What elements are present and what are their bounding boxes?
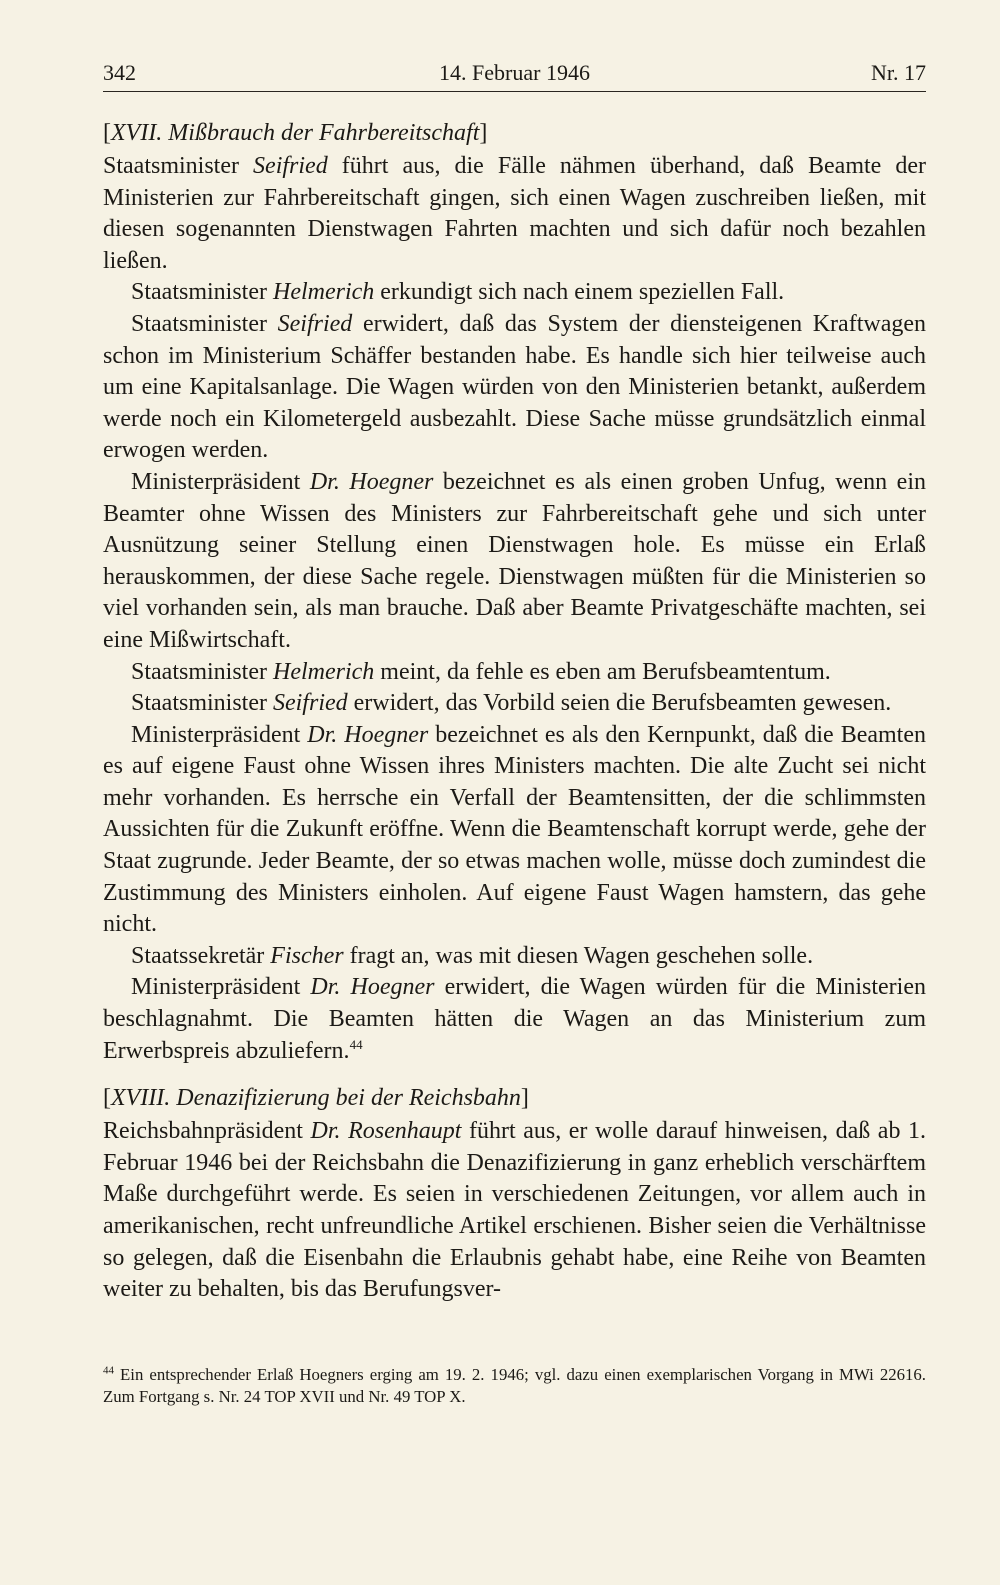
paragraph-text: erkundigt sich nach einem speziellen Fall. bbox=[374, 279, 785, 306]
speaker-name: Dr. Hoegner bbox=[307, 721, 429, 748]
footnote-text: Ein entsprechender Erlaß Hoegners erging am 19. 2. 1946; vgl. dazu einen exemplarischen Vorgang in MWi 22616. Zum Fortgang s. Nr. 24 TOP XVII und Nr. 49 TOP X. bbox=[103, 1365, 926, 1406]
paragraph bbox=[103, 972, 926, 1067]
paragraph bbox=[103, 1116, 926, 1306]
paragraph bbox=[103, 657, 926, 689]
footnote-number: 44 bbox=[103, 1364, 114, 1377]
speaker-name: Dr. Rosenhaupt bbox=[310, 1118, 462, 1145]
paragraph-text: meint, da fehle es eben am Berufsbeamtentum. bbox=[374, 658, 831, 685]
speaker-title: Reichsbahnpräsident bbox=[103, 1118, 311, 1145]
speaker-title: Ministerpräsident bbox=[131, 974, 311, 1001]
page-number: 342 bbox=[103, 60, 136, 85]
section-heading-17: [XVII. Mißbrauch der Fahrbereitschaft] bbox=[103, 120, 488, 146]
paragraph bbox=[103, 277, 926, 309]
paragraph-text: führt aus, die Fälle nähmen überhand, daß Beamte der Ministerien zur Fahrbereitschaft gingen, sich einen Wagen zuschreiben ließen, mit diesen sogenannten Dienstwagen Fahrten machten und sich dafür noch bezahlen ließen. bbox=[103, 153, 927, 274]
speaker-title: Staatsminister bbox=[131, 658, 273, 685]
speaker-title: Ministerpräsident bbox=[131, 468, 310, 495]
speaker-name: Dr. Hoegner bbox=[309, 468, 434, 495]
header-rule bbox=[103, 91, 926, 92]
speaker-title: Staatsminister bbox=[131, 310, 278, 337]
paragraph-text: erwidert, das Vorbild seien die Berufsbeamten gewesen. bbox=[347, 690, 892, 717]
paragraph-text: erwidert, die Wagen würden für die Ministerien beschlagnahmt. Die Beamten hätten die Wagen an das Ministerium zum Erwerbspreis abzuliefern. bbox=[103, 974, 926, 1064]
paragraph-text: fragt an, was mit diesen Wagen geschehen solle. bbox=[343, 942, 814, 969]
speaker-name: Seifried bbox=[253, 153, 328, 179]
paragraph-text: bezeichnet es als den Kernpunkt, daß die Beamten es auf eigene Faust ohne Wissen ihres Ministers machten. Die alte Zucht sei nicht mehr vorhanden. Es herrsche ein Verfall der Beamtensitten, der die schlimmsten Aussichten für die Zukunft eröffne. Wenn die Beamtenschaft korrupt werde, gehe der Staat zugrunde. Jeder Beamte, der so etwas machen wolle, müsse doch zumindest die Zustimmung des Ministers einholen. Auf eigene Faust Wagen hamstern, das gehe nicht. bbox=[103, 721, 926, 938]
paragraph-text: erwidert, daß das System der diensteigenen Kraftwagen schon im Ministerium Schäffer bestanden habe. Es handle sich hier teilweise auch um eine Kapitalsanlage. Die Wagen würden von den Ministerien betankt, außerdem werde noch ein Kilometergeld ausbezahlt. Diese Sache müsse grundsätzlich einmal erwogen werden. bbox=[103, 310, 926, 464]
speaker-name: Fischer bbox=[270, 942, 344, 969]
paragraph bbox=[103, 467, 926, 657]
speaker-name: Helmerich bbox=[272, 658, 375, 685]
paragraph bbox=[103, 720, 926, 941]
paragraph bbox=[103, 941, 926, 973]
footnotes bbox=[103, 1364, 926, 1408]
speaker-name: Helmerich bbox=[272, 279, 375, 306]
paragraph bbox=[103, 309, 926, 467]
paragraph-text: bezeichnet es als einen groben Unfug, wenn ein Beamter ohne Wissen des Ministers zur Fahrbereitschaft gehe und sich unter Ausnützung seiner Stellung einen Dienstwagen hole. Es müsse ein Erlaß herauskommen, der diese Sache regele. Dienstwagen müßten für die Ministerien so viel vorhanden sein, als man brauche. Daß aber Beamte Privatgeschäfte machten, sei eine Mißwirtschaft. bbox=[103, 468, 926, 653]
paragraph-text: führt aus, er wolle darauf hinweisen, daß ab 1. Februar 1946 bei der Reichsbahn die Denazifizierung in ganz erheblich verschärftem Maße durchgeführt werde. Es seien in verschiedenen Zeitungen, vor allem auch in amerikanischen, recht unfreundliche Artikel erschienen. Bisher seien die Verhältnisse so gelegen, daß die Eisenbahn die Erlaubnis gehabt habe, eine Reihe von Beamten weiter zu behalten, bis das Berufungsver- bbox=[103, 1118, 926, 1303]
paragraph bbox=[103, 151, 926, 277]
speaker-name: Dr. Hoegner bbox=[310, 974, 435, 1001]
footnote-44 bbox=[103, 1364, 926, 1408]
speaker-title: Ministerpräsident bbox=[131, 721, 308, 748]
section-heading-18: [XVIII. Denazifizierung bei der Reichsbahn] bbox=[103, 1085, 529, 1112]
speaker-title: Staatssekretär bbox=[131, 942, 271, 969]
speaker-name: Seifried bbox=[272, 690, 348, 717]
speaker-title: Staatsminister bbox=[131, 279, 273, 306]
footnote-reference[interactable]: 44 bbox=[349, 1036, 363, 1052]
section-heading-17-text: XVII. Mißbrauch der Fahrbereitschaft bbox=[111, 120, 480, 146]
speaker-title: Staatsminister bbox=[131, 690, 273, 717]
speaker-title: Staatsminister bbox=[103, 153, 254, 179]
speaker-name: Seifried bbox=[277, 310, 353, 337]
section-heading-18-text: XVIII. Denazifizierung bei der Reichsbahn bbox=[111, 1085, 521, 1112]
document-body bbox=[103, 118, 926, 1306]
document-number: Nr. 17 bbox=[871, 60, 926, 85]
paragraph bbox=[103, 688, 926, 720]
header-date: 14. Februar 1946 bbox=[439, 60, 590, 85]
